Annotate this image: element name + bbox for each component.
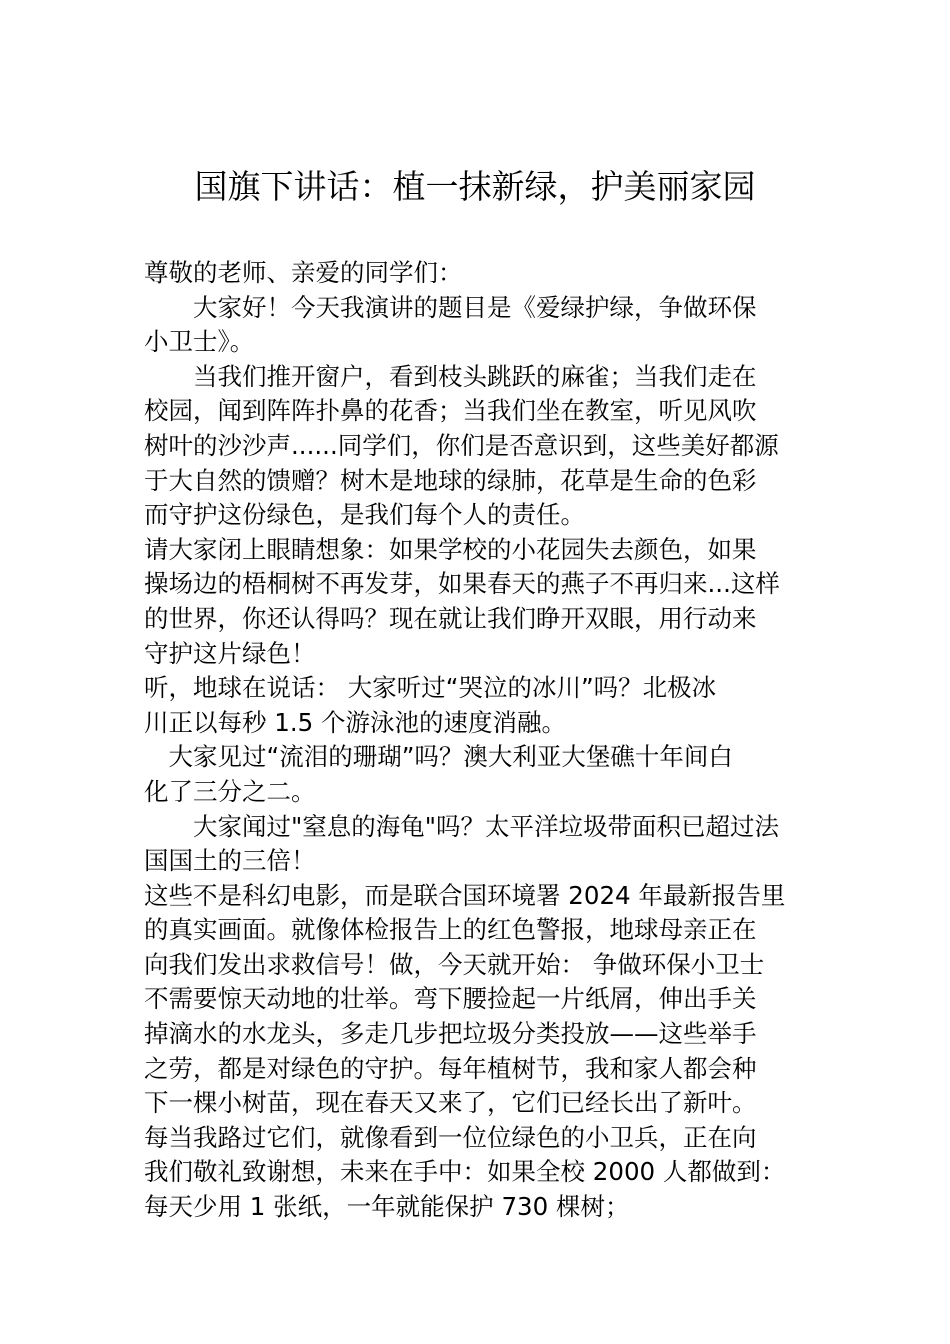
body-line: 于大自然的馈赠？树木是地球的绿肺，花草是生命的色彩: [144, 465, 757, 495]
body-line: 而守护这份绿色，是我们每个人的责任。: [144, 500, 585, 530]
body-line: 化了三分之二。: [144, 776, 316, 806]
body-line: 请大家闭上眼睛想象：如果学校的小花园失去颜色，如果: [144, 534, 757, 564]
body-line: 校园，闻到阵阵扑鼻的花香；当我们坐在教室，听见风吹: [144, 396, 757, 426]
body-line: 小卫士》。: [144, 327, 255, 357]
body-line: 大家好！今天我演讲的题目是《爱绿护绿，争做环保: [144, 292, 757, 322]
body-line: 这些不是科幻电影，而是联合国环境署 2024 年最新报告里: [144, 880, 786, 910]
body-line: 的世界，你还认得吗？现在就让我们睁开双眼，用行动来: [144, 603, 757, 633]
body-line: 树叶的沙沙声......同学们，你们是否意识到，这些美好都源: [144, 430, 779, 460]
document-title: 国旗下讲话：植一抹新绿，护美丽家园: [194, 167, 756, 206]
body-line: 操场边的梧桐树不再发芽，如果春天的燕子不再归来...这样: [144, 569, 780, 599]
body-line: 川正以每秒 1.5 个游泳池的速度消融。: [144, 707, 567, 737]
body-line: 每天少用 1 张纸，一年就能保护 730 棵树；: [144, 1192, 630, 1222]
body-line: 掉滴水的水龙头，多走几步把垃圾分类投放——这些举手: [144, 1019, 757, 1049]
document-body: [144, 256, 810, 1225]
body-line: 大家闻过"窒息的海龟"吗？太平洋垃圾带面积已超过法: [144, 811, 780, 841]
body-line: 当我们推开窗户，看到枝头跳跃的麻雀；当我们走在: [144, 361, 757, 391]
body-line: 向我们发出求救信号！做，今天就开始： 争做环保小卫士: [144, 949, 765, 979]
body-line: 我们敬礼致谢想，未来在手中：如果全校 2000 人都做到：: [144, 1157, 786, 1187]
body-line: 下一棵小树苗，现在春天又来了，它们已经长出了新叶。: [144, 1088, 757, 1118]
body-line: 每当我路过它们，就像看到一位位绿色的小卫兵，正在向: [144, 1122, 757, 1152]
body-line: 听，地球在说话： 大家听过“哭泣的冰川”吗？北极冰: [144, 673, 717, 703]
body-line: 之劳，都是对绿色的守护。每年植树节，我和家人都会种: [144, 1053, 757, 1083]
body-line: 国国土的三倍！: [144, 846, 316, 876]
body-line: 不需要惊天动地的壮举。弯下腰捡起一片纸屑，伸出手关: [144, 984, 757, 1014]
body-line: 大家见过“流泪的珊瑚”吗？澳大利亚大堡礁十年间白: [144, 742, 733, 772]
body-line: 守护这片绿色！: [144, 638, 316, 668]
body-line: 的真实画面。就像体检报告上的红色警报，地球母亲正在: [144, 915, 757, 945]
body-line: 尊敬的老师、亲爱的同学们：: [144, 258, 463, 287]
